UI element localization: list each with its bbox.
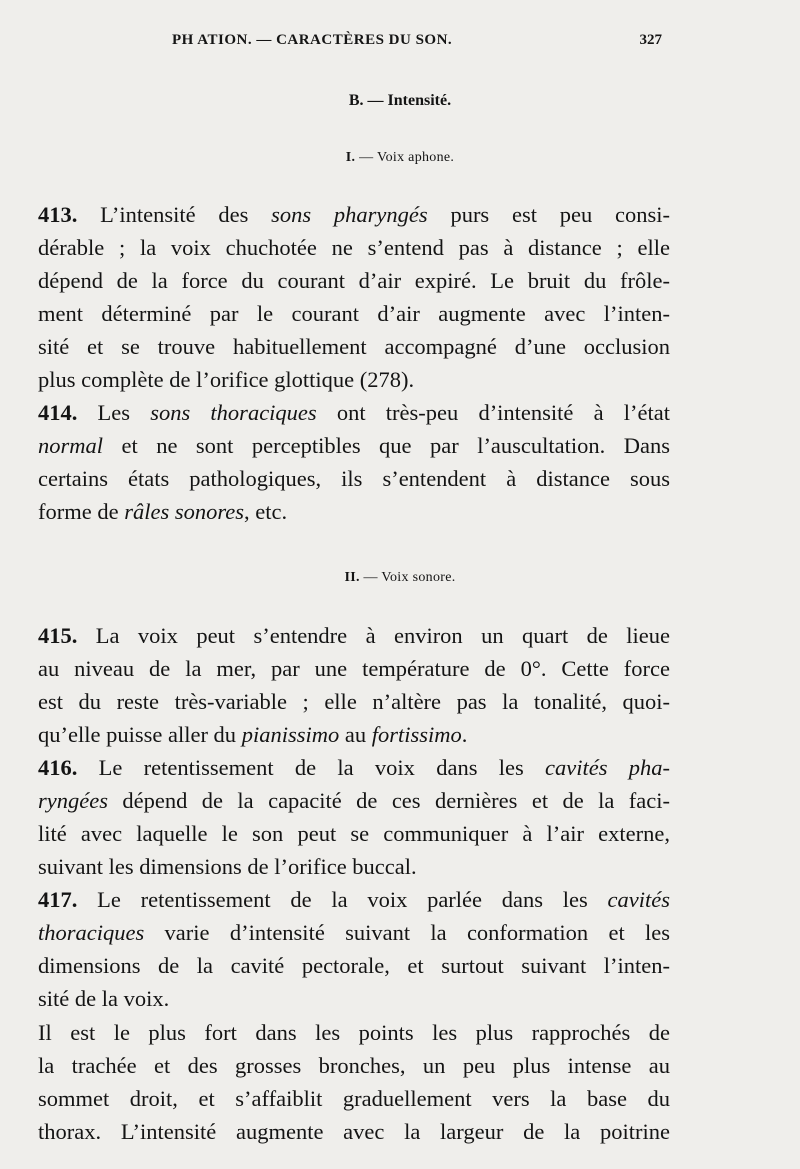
text-line: ryngées dépend de la capacité de ces dernières et de la faci- (38, 788, 670, 813)
text-line: ment déterminé par le courant d’air augmente avec l’inten- (38, 301, 670, 326)
page-number: 327 (639, 32, 662, 48)
text-line: sommet droit, et s’affaiblit graduellement vers la base du (38, 1086, 670, 1111)
paragraph-number: 414. (38, 400, 78, 425)
text-line: 414. Les sons thoraciques ont très-peu d’intensité à l’état (38, 400, 670, 425)
text-line: 417. Le retentissement de la voix parlée dans les cavités (38, 887, 670, 912)
text-line: normal et ne sont perceptibles que par l’auscultation. Dans (38, 433, 670, 458)
subsection-title-1: I. — Voix aphone. (345, 150, 455, 165)
text-line: thorax. L’intensité augmente avec la largeur de la poitrine (38, 1119, 670, 1144)
text-line: forme de râles sonores, etc. (38, 499, 288, 524)
text-line: la trachée et des grosses bronches, un peu plus intense au (38, 1053, 670, 1078)
text-line: certains états pathologiques, ils s’entendent à distance sous (38, 466, 670, 491)
running-title: PH ATION. — CARACTÈRES DU SON. (172, 32, 453, 48)
paragraph-number: 416. (38, 755, 78, 780)
text-line: suivant les dimensions de l’orifice buccal. (38, 854, 417, 879)
text-line: Il est le plus fort dans les points les plus rapprochés de (38, 1020, 670, 1045)
text-line: 416. Le retentissement de la voix dans les cavités pha- (38, 755, 670, 780)
paragraph-number: 415. (38, 623, 78, 648)
text-line: dérable ; la voix chuchotée ne s’entend pas à distance ; elle (38, 235, 670, 260)
section-title: B. — Intensité. (348, 92, 452, 109)
paragraph-number: 417. (38, 887, 78, 912)
text-line: qu’elle puisse aller du pianissimo au fortissimo. (38, 722, 468, 747)
subsection-title-2: II. — Voix sonore. (344, 570, 456, 585)
text-line: sité de la voix. (38, 986, 170, 1011)
running-header (0, 32, 800, 56)
text-line: lité avec laquelle le son peut se communiquer à l’air externe, (38, 821, 670, 846)
text-line: dimensions de la cavité pectorale, et surtout suivant l’inten- (38, 953, 670, 978)
paragraph-number: 413. (38, 202, 78, 227)
text-line: 413. L’intensité des sons pharyngés purs est peu consi- (38, 202, 670, 227)
text-line: au niveau de la mer, par une température de 0°. Cette force (38, 656, 670, 681)
text-line: thoraciques varie d’intensité suivant la conformation et les (38, 920, 670, 945)
text-line: 415. La voix peut s’entendre à environ un quart de lieue (38, 623, 670, 648)
text-line: plus complète de l’orifice glottique (278). (38, 367, 415, 392)
text-line: dépend de la force du courant d’air expiré. Le bruit du frôle- (38, 268, 670, 293)
text-line: est du reste très-variable ; elle n’altère pas la tonalité, quoi- (38, 689, 670, 714)
text-line: sité et se trouve habituellement accompagné d’une occlusion (38, 334, 670, 359)
